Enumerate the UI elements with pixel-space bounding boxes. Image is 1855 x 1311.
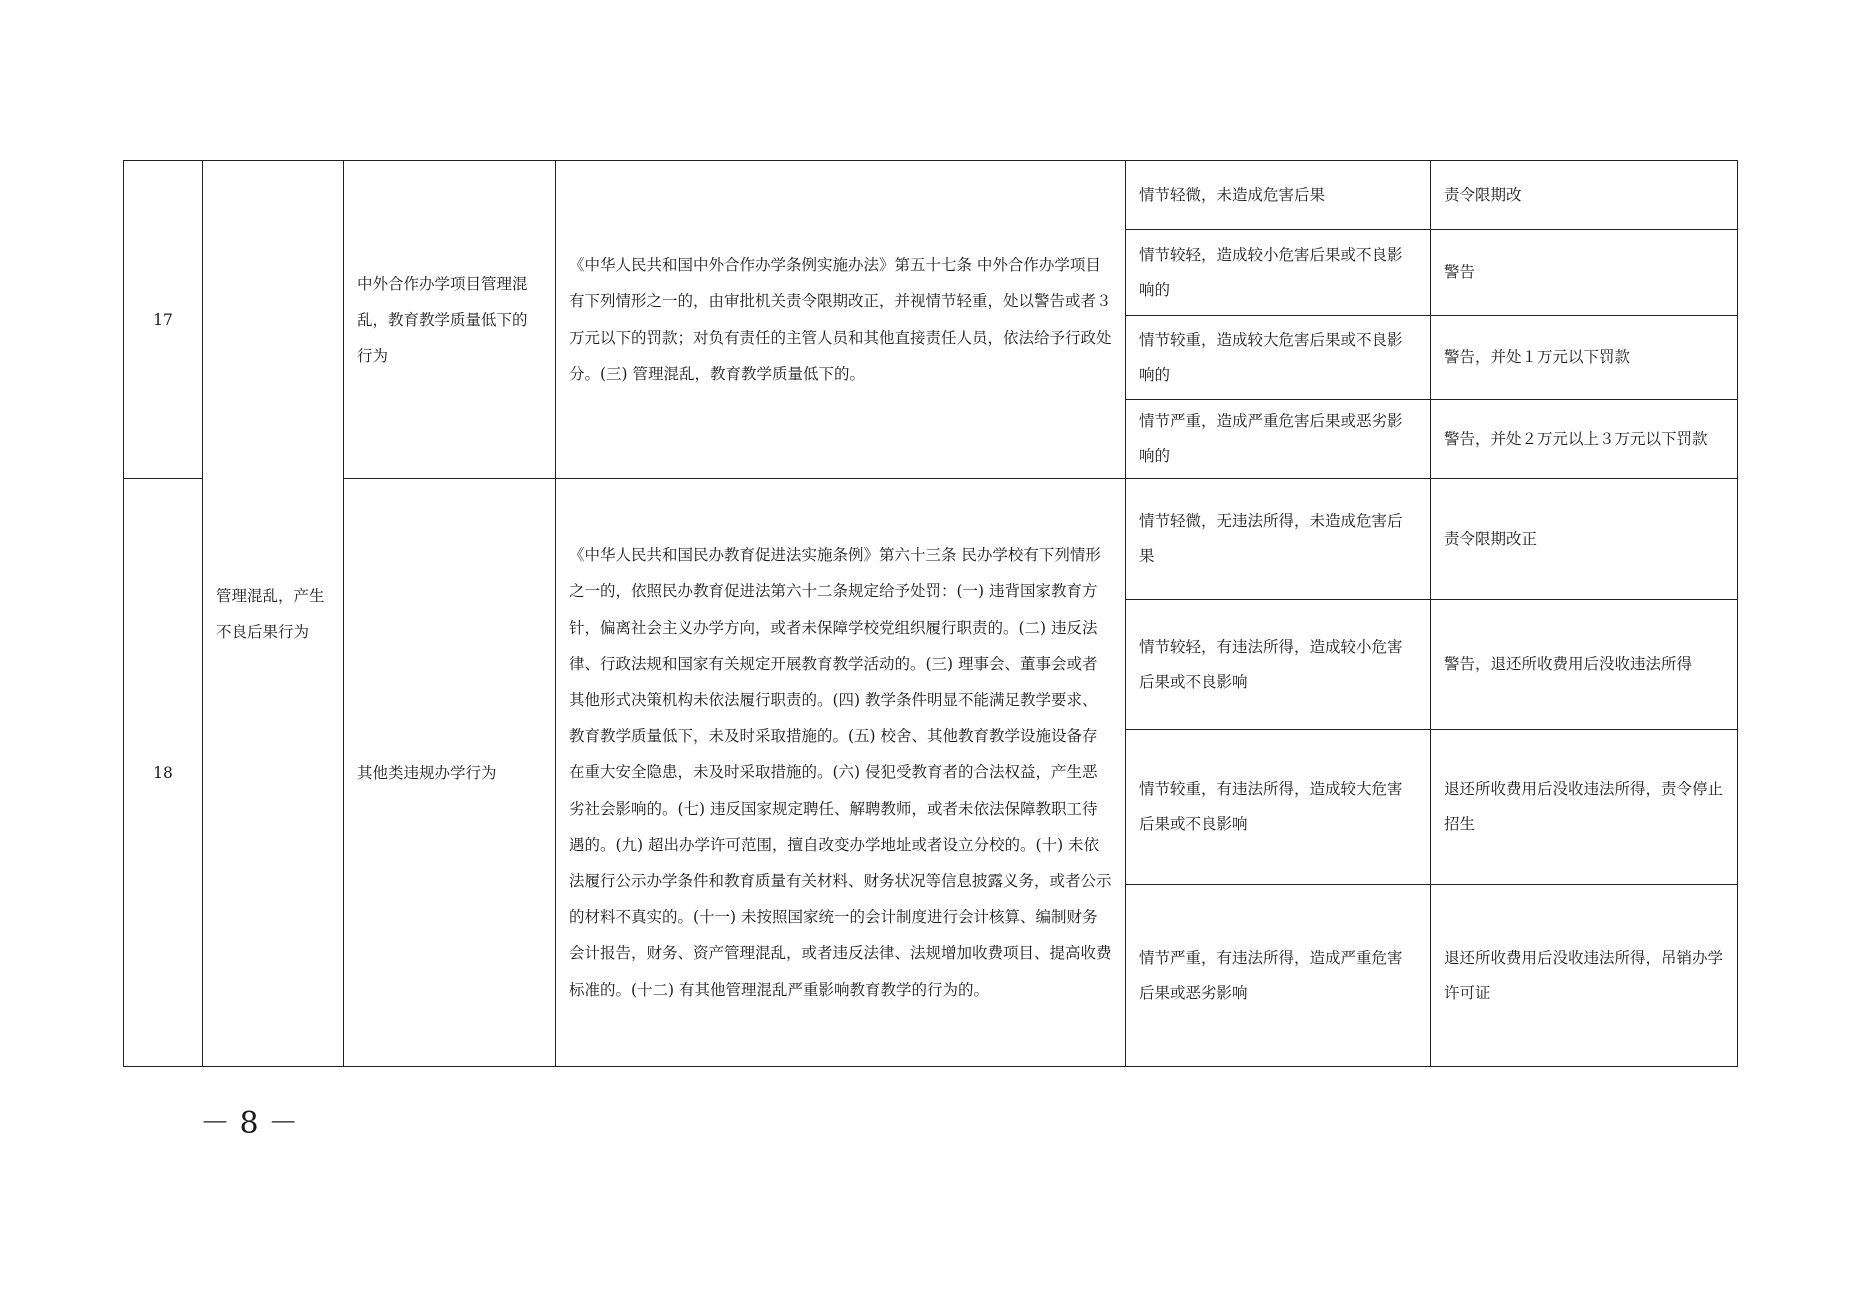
penalty-cell: 警告，并处１万元以下罚款 — [1431, 316, 1738, 400]
penalty-cell: 退还所收费用后没收违法所得，吊销办学许可证 — [1431, 885, 1738, 1067]
penalty-cell: 责令限期改 — [1431, 161, 1738, 230]
table-row — [124, 479, 1738, 600]
severity-cell: 情节较重，造成较大危害后果或不良影响的 — [1126, 316, 1431, 400]
severity-cell: 情节轻微，未造成危害后果 — [1126, 161, 1431, 230]
legal-basis-cell: 《中华人民共和国民办教育促进法实施条例》第六十三条 民办学校有下列情形之一的，依照民办教育促进法第六十二条规定给予处罚：(一) 违背国家教育方针，偏离社会主义办学方向，或者未保障学校党组织履行职责的。(二) 违反法律、行政法规和国家有关规定开展教育教学活动的。(三) 理事会、董事会或者其他形式决策机构未依法履行职责的。(四) 教学条件明显不能满足教学要求、教育教学质量低下，未及时采取措施的。(五) 校舍、其他教育教学设施设备存在重大安全隐患，未及时采取措施的。(六) 侵犯受教育者的合法权益，产生恶劣社会影响的。(七) 违反国家规定聘任、解聘教师，或者未依法保障教职工待遇的。(九) 超出办学许可范围，擅自改变办学地址或者设立分校的。(十) 未依法履行公示办学条件和教育质量有关材料、财务状况等信息披露义务，或者公示的材料不真实的。(十一) 未按照国家统一的会计制度进行会计核算、编制财务会计报告，财务、资产管理混乱，或者违反法律、法规增加收费项目、提高收费标准的。(十二) 有其他管理混乱严重影响教育教学的行为的。 — [556, 479, 1126, 1067]
penalty-cell: 责令限期改正 — [1431, 479, 1738, 600]
severity-cell: 情节严重，造成严重危害后果或恶劣影响的 — [1126, 400, 1431, 479]
penalty-standard-table — [123, 160, 1738, 1067]
violation-behavior-cell: 中外合作办学项目管理混乱，教育教学质量低下的行为 — [344, 161, 556, 479]
violation-category-cell: 管理混乱，产生不良后果行为 — [203, 161, 344, 1067]
severity-cell: 情节较重，有违法所得，造成较大危害后果或不良影响 — [1126, 730, 1431, 885]
violation-behavior-cell: 其他类违规办学行为 — [344, 479, 556, 1067]
legal-basis-cell: 《中华人民共和国中外合作办学条例实施办法》第五十七条 中外合作办学项目有下列情形之一的，由审批机关责令限期改正，并视情节轻重，处以警告或者３万元以下的罚款；对负有责任的主管人员和其他直接责任人员，依法给予行政处分。(三) 管理混乱，教育教学质量低下的。 — [556, 161, 1126, 479]
severity-cell: 情节较轻，造成较小危害后果或不良影响的 — [1126, 230, 1431, 316]
penalty-cell: 警告，退还所收费用后没收违法所得 — [1431, 600, 1738, 730]
row-number: 18 — [124, 479, 203, 1067]
page-number: － 8 － — [200, 1106, 299, 1141]
severity-cell: 情节较轻，有违法所得，造成较小危害后果或不良影响 — [1126, 600, 1431, 730]
table-row — [124, 161, 1738, 230]
penalty-cell: 警告 — [1431, 230, 1738, 316]
severity-cell: 情节轻微，无违法所得，未造成危害后果 — [1126, 479, 1431, 600]
row-number: 17 — [124, 161, 203, 479]
penalty-cell: 退还所收费用后没收违法所得，责令停止招生 — [1431, 730, 1738, 885]
severity-cell: 情节严重，有违法所得，造成严重危害后果或恶劣影响 — [1126, 885, 1431, 1067]
penalty-cell: 警告，并处２万元以上３万元以下罚款 — [1431, 400, 1738, 479]
